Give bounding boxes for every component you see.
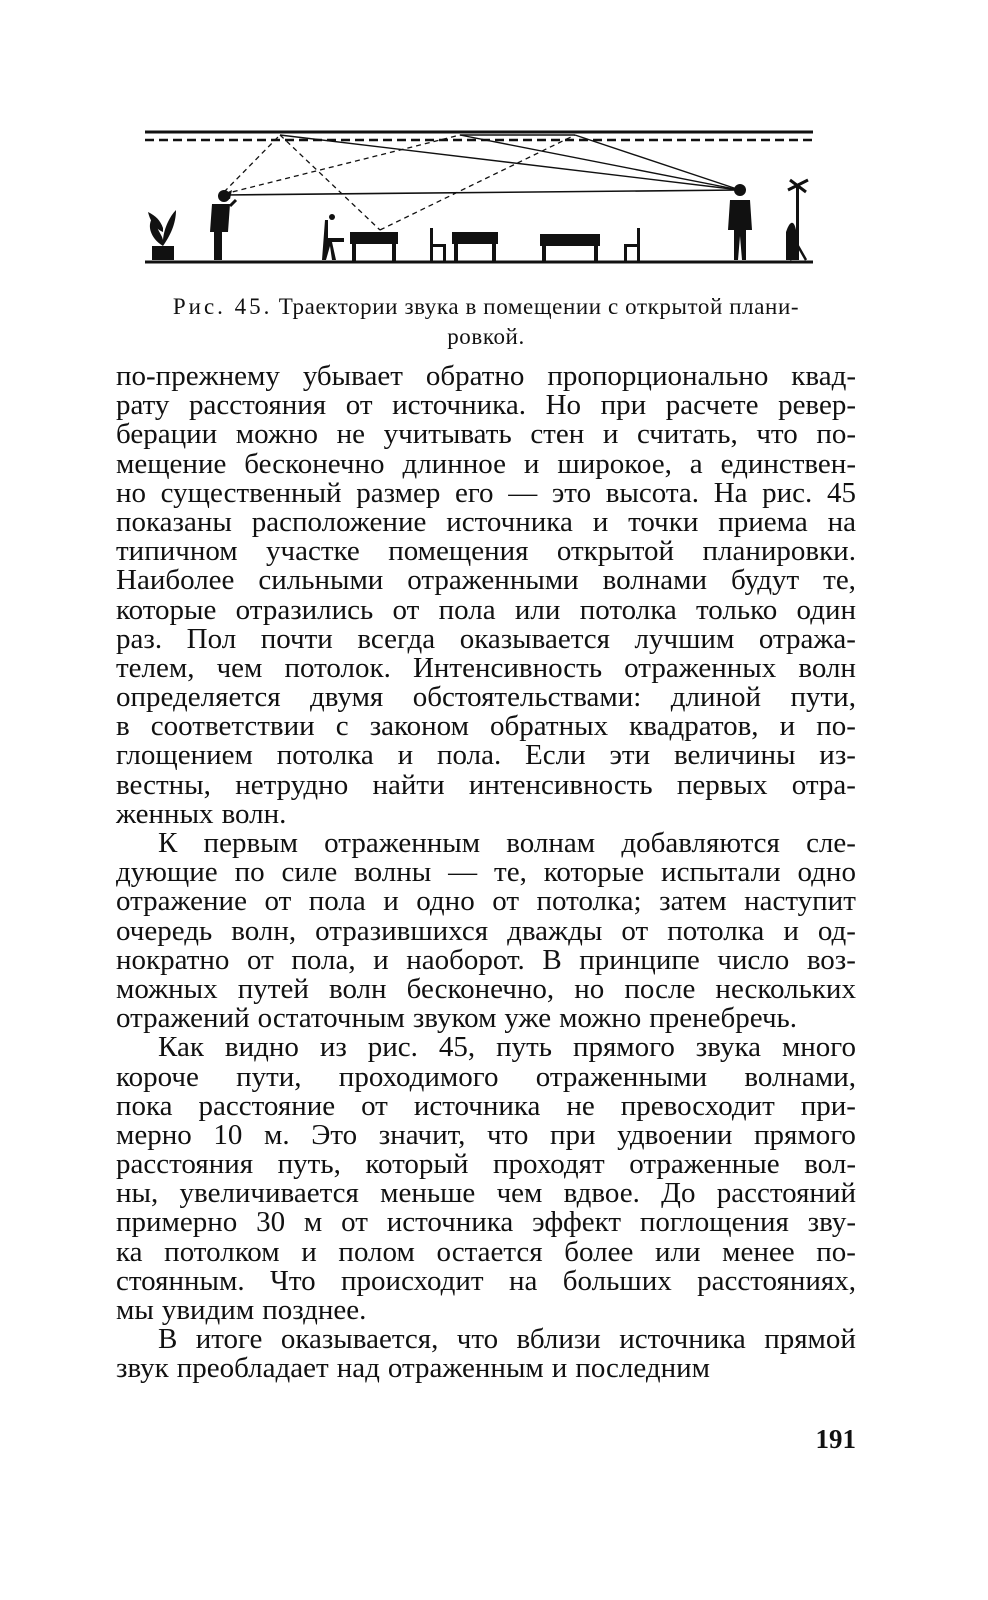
text-line: ка потолком и полом остается более или менее по- [116,1235,856,1268]
text-line: мы увидим позднее. [116,1294,367,1326]
body-text [116,362,856,1384]
text-line: глощением потолка и пола. Если эти величины из- [116,739,856,772]
reflected-path-2a [224,135,280,192]
text-line: стоянным. Что происходит на больших расстояниях, [116,1264,856,1297]
reflected-path-2d [380,135,575,230]
text-line: очередь волн, отразившихся дважды от потолка и од- [116,914,856,947]
text-line: типичном участке помещения открытой планировки. [116,535,856,568]
page-number: 191 [815,1424,856,1454]
text-line: Как видно из рис. 45, путь прямого звука много [158,1031,856,1064]
desk-icon-1 [350,232,398,262]
source-person-icon [210,190,236,260]
text-line: мещение бесконечно длинное и широкое, а единствен- [116,447,856,480]
text-line: определяется двумя обстоятельствами: длиной пути, [116,681,856,714]
text-line: раз. Пол почти всегда оказывается лучшим отража- [116,622,856,655]
text-line: расстояния путь, который проходят отраженные вол- [116,1148,856,1181]
text-line: можных путей волн бесконечно, но после нескольких [116,972,856,1005]
text-line: примерно 30 м от источника эффект поглощения зву- [116,1206,856,1239]
figure-45 [140,120,840,270]
caption-label: Рис. 45. [172,294,273,319]
text-line: отражений остаточным звуком уже можно пренебречь. [116,1002,798,1035]
receiver-person-icon [728,184,752,260]
text-line: звук преобладает над отраженным и последним [116,1352,711,1385]
text-line: но существенный размер его — это высота. На рис. 45 [116,476,856,509]
text-line: по-прежнему убывает обратно пропорционально квад- [116,360,856,392]
text-line: в соответствии с законом обратных квадратов, и по- [116,710,856,743]
coat-rack-icon [786,180,808,260]
text-line: женных волн. [116,797,287,830]
plant-icon [148,210,176,260]
figure-caption [116,292,856,352]
text-line: которые отразились от пола или потолка только один [116,593,856,626]
desk-icon-2 [452,232,498,262]
caption-text-line-2: ровкой. [447,324,525,349]
text-line: отражение от пола и одно от потолка; затем наступит [116,885,856,918]
chair-icon-1 [322,214,344,260]
reflected-path-2b [224,135,460,194]
text-line: короче пути, проходимого отраженными волнами, [116,1060,856,1093]
text-line: берации можно не учитывать стен и считать, что по- [116,418,856,451]
text-line: вестны, нетрудно найти интенсивность первых отра- [116,768,856,801]
text-line: К первым отраженным волнам добавляются сле- [158,827,856,859]
chair-icon-2 [430,228,446,262]
text-line: дующие по силе волны — те, которые испытали одно [116,856,856,889]
caption-text-line-1: Траектории звука в помещении с открытой плани- [278,294,800,319]
chair-icon-3 [624,228,640,262]
desk-icon-3 [540,234,600,262]
direct-sound-path [224,190,740,195]
text-line: Наиболее сильными отраженными волнами будут те, [116,564,856,597]
text-line: рату расстояния от источника. Но при расчете ревер- [116,389,856,422]
text-line: пока расстояние от источника не превосходит при- [116,1089,856,1122]
text-line: телем, чем потолок. Интенсивность отраженных волн [116,651,856,684]
text-line: В итоге оказывается, что вблизи источника прямой [158,1323,856,1356]
text-line: показаны расположение источника и точки приема на [116,505,856,538]
text-line: мерно 10 м. Это значит, что при удвоении прямого [116,1118,856,1151]
sound-paths-diagram [140,120,840,270]
text-line: нократно от пола, и наоборот. В принципе число воз- [116,943,856,976]
text-line: ны, увеличивается меньше чем вдвое. До расстояний [116,1177,856,1210]
